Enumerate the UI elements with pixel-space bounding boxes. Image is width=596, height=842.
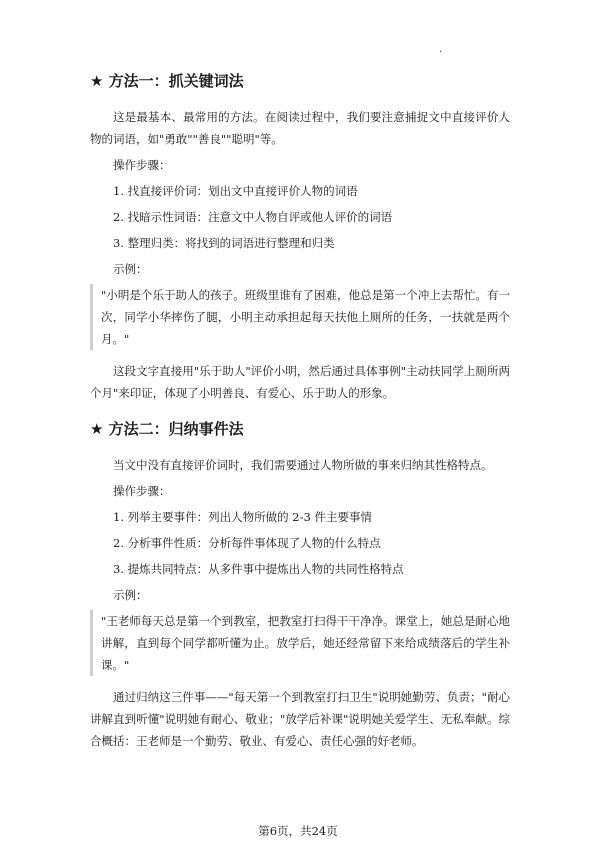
step-item: 1. 列举主要事件：列出人物所做的 2-3 件主要事情: [113, 510, 372, 524]
intro-paragraph: 当文中没有直接评价词时，我们需要通过人物所做的事来归纳其性格特点。: [113, 458, 493, 472]
example-quote: "小明是个乐于助人的孩子。班级里谁有了困难，他总是第一个冲上去帮忙。有一次，同学小华摔伤了腿，小明主动承担起每天扶他上厕所的任务，一扶就是两个月。": [90, 284, 510, 350]
step-item: 2. 分析事件性质：分析每件事体现了人物的什么特点: [113, 536, 381, 550]
page-number: 第6页，共24页: [258, 824, 338, 838]
step-item: 2. 找暗示性词语：注意文中人物自评或他人评价的词语: [113, 210, 393, 224]
section-spacer: [90, 408, 510, 418]
intro-paragraph: 这是最基本、最常用的方法。在阅读过程中，我们要注意捕捉文中直接评价人物的词语，如"勇敢""善良""聪明"等。: [90, 110, 510, 146]
step-item: 1. 找直接评价词：划出文中直接评价人物的词语: [113, 184, 358, 198]
step-item: 3. 提炼共同特点：从多件事中提炼出人物的共同性格特点: [113, 562, 404, 576]
example-quote: "王老师每天总是第一个到教室，把教室打扫得干干净净。课堂上，她总是耐心地讲解，直到每个同学都听懂为止。放学后，她还经常留下来给成绩落后的学生补课。": [90, 610, 510, 676]
analysis-paragraph: 这段文字直接用"乐于助人"评价小明，然后通过具体事例"主动扶同学上厕所两个月"来印证，体现了小明善良、有爱心、乐于助人的形象。: [90, 364, 510, 400]
section-heading: ★ 方法一：抓关键词法: [90, 72, 244, 90]
section-method-1: [90, 70, 510, 404]
section-method-2: [90, 418, 510, 752]
page-content: [90, 70, 510, 756]
example-label: 示例：: [113, 262, 148, 276]
section-heading: ★ 方法二：归纳事件法: [90, 420, 244, 438]
header-dot: .: [439, 44, 443, 55]
step-item: 3. 整理归类：将找到的词语进行整理和归类: [113, 236, 335, 250]
steps-label: 操作步骤：: [113, 158, 171, 172]
analysis-paragraph: 通过归纳这三件事——"每天第一个到教室打扫卫生"说明她勤劳、负责；"耐心讲解直到听懂"说明她有耐心、敬业；"放学后补课"说明她关爱学生、无私奉献。综合概括：王老师是一个勤劳、敬业、有爱心、责任心强的好老师。: [90, 690, 510, 748]
example-label: 示例：: [113, 588, 148, 602]
steps-label: 操作步骤：: [113, 484, 171, 498]
